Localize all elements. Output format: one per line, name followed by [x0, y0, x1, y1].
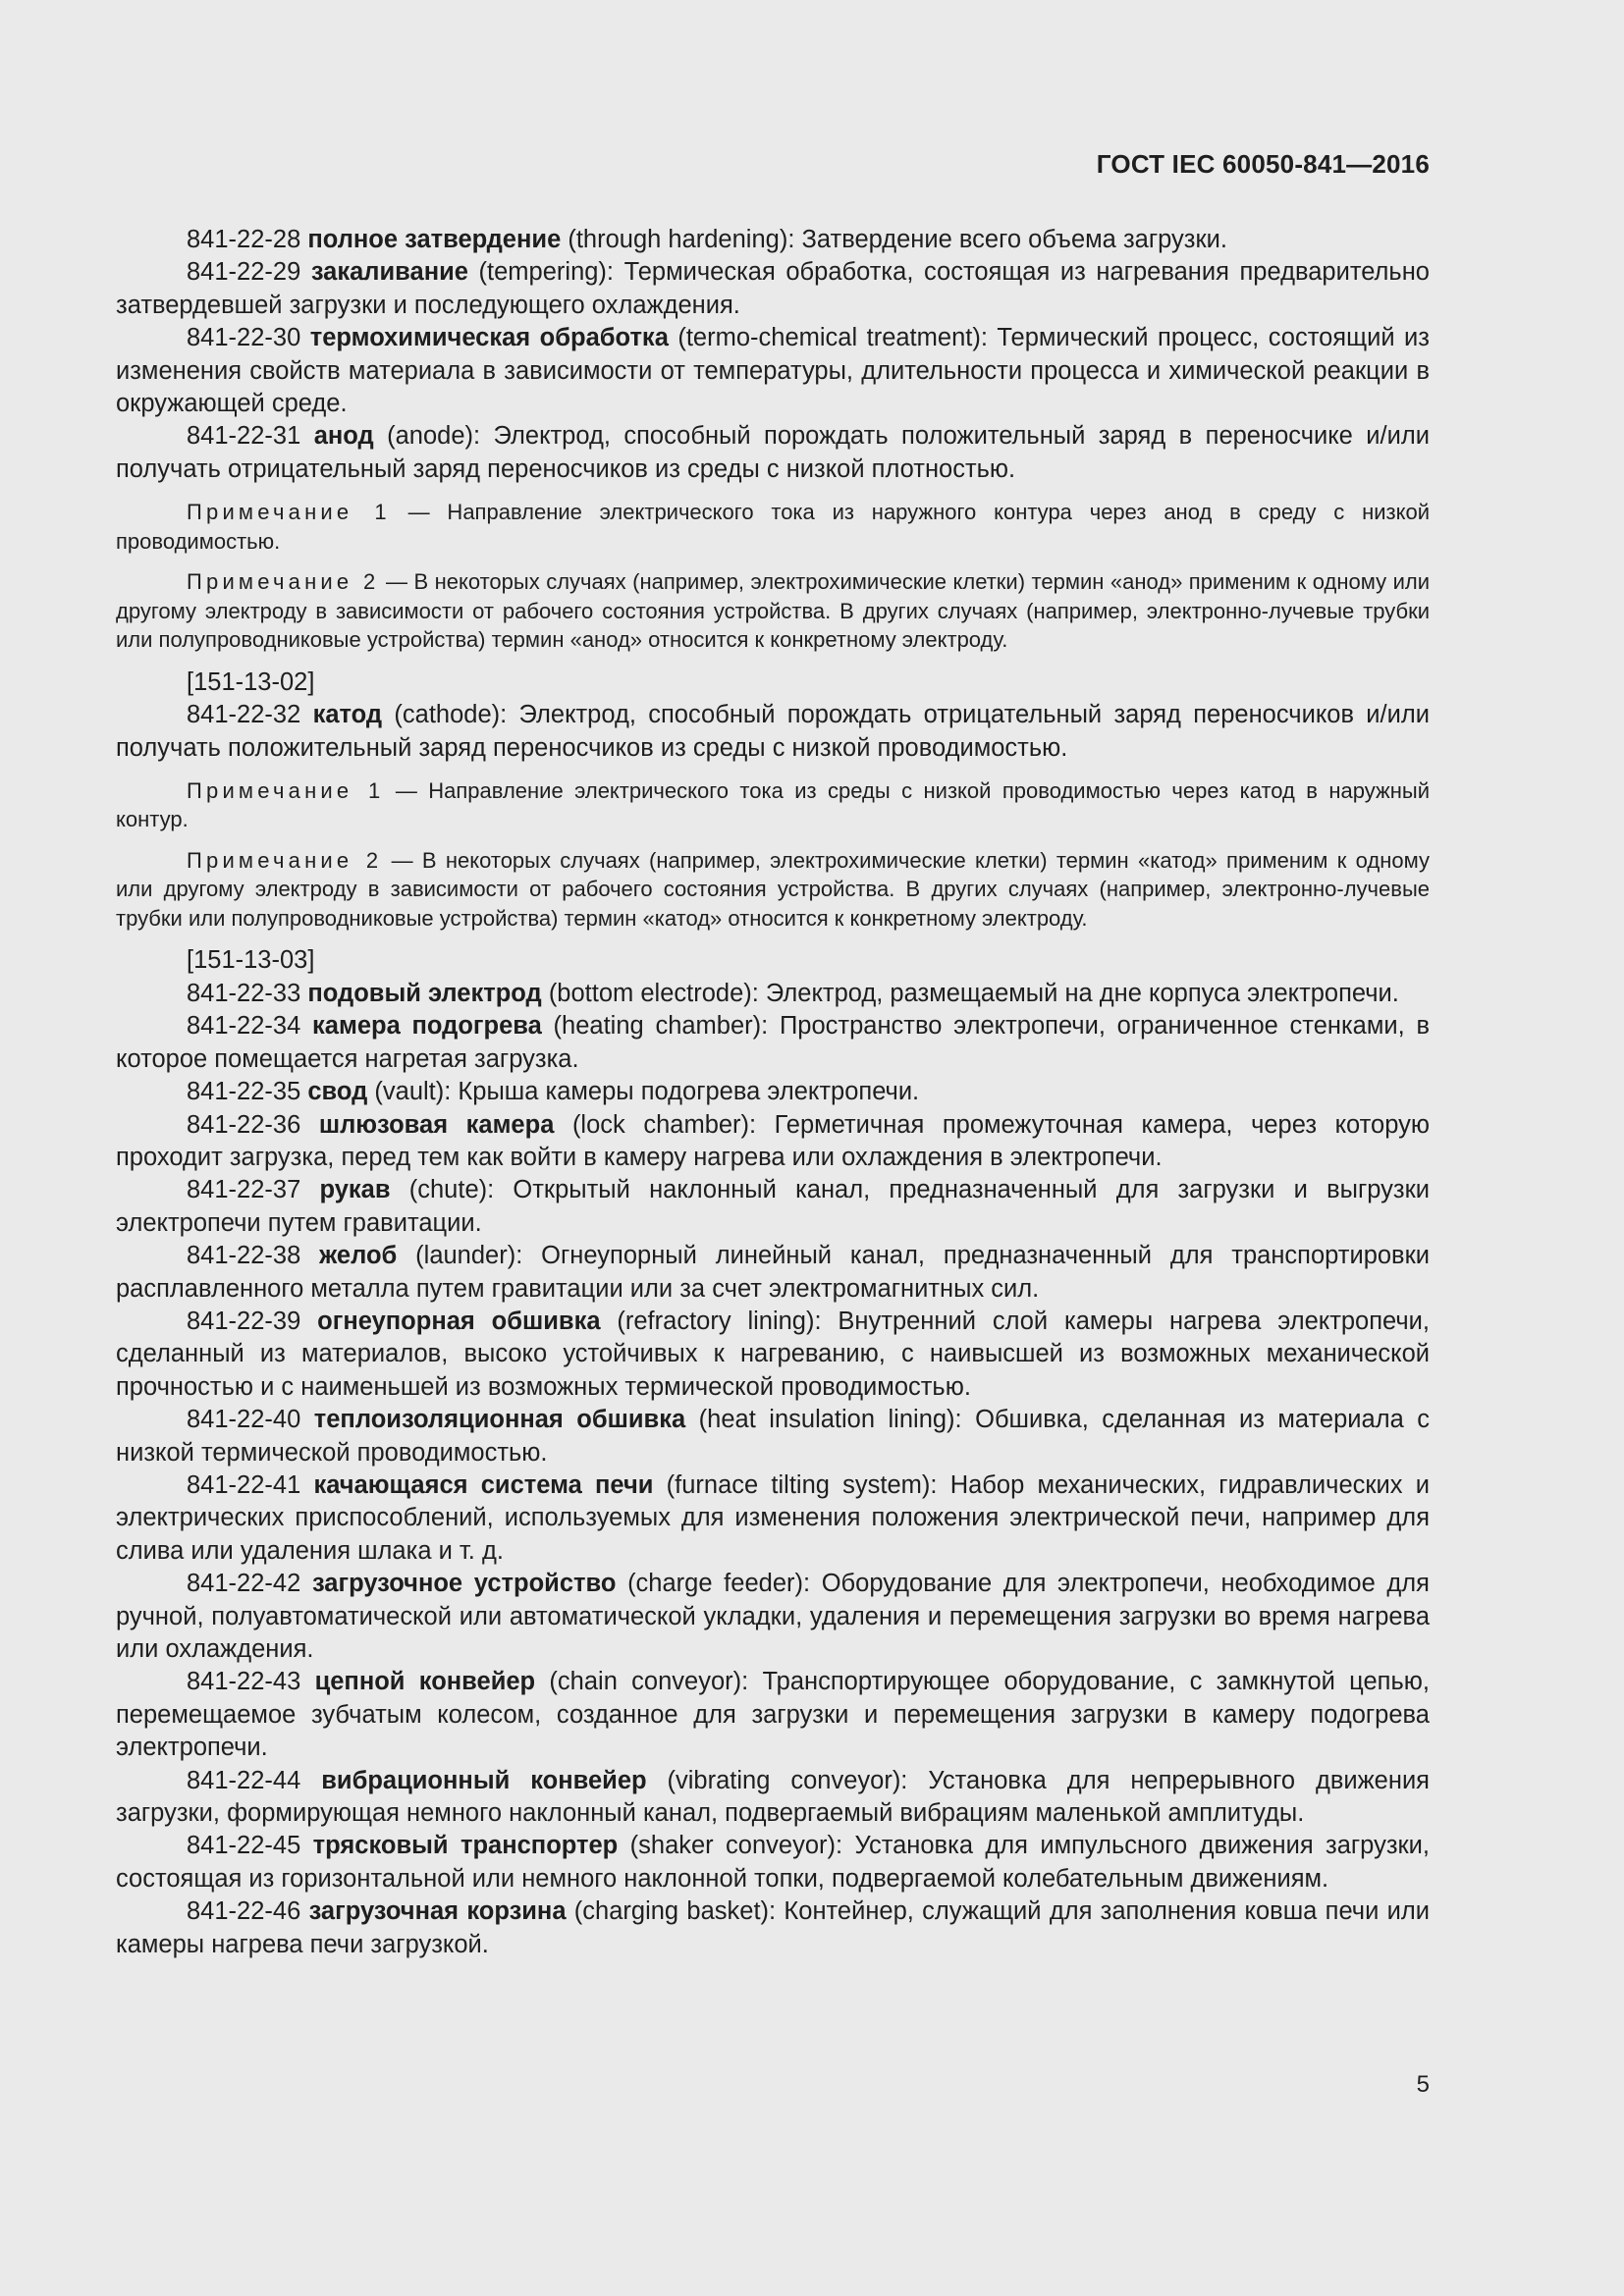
- entry-term: вибрационный конвейер: [321, 1766, 647, 1794]
- entry-term: огнеупорная обшивка: [317, 1307, 601, 1335]
- term-entry-46: [116, 1896, 1430, 1961]
- entry-number: 841-22-43: [187, 1668, 301, 1696]
- entry-term: желоб: [319, 1242, 398, 1270]
- entry-term: свод: [307, 1078, 368, 1106]
- term-entry-35: [116, 1076, 1430, 1108]
- term-entry-45: [116, 1830, 1430, 1896]
- entry-term: качающаяся система печи: [313, 1470, 654, 1499]
- reference-cathode: [151-13-03]: [187, 946, 315, 975]
- term-entry-38: [116, 1240, 1430, 1306]
- term-entry-39: [116, 1306, 1430, 1404]
- entry-definition: (vault): Крыша камеры подогрева электропечи.: [367, 1078, 920, 1106]
- entry-definition: (tempering): Термическая обработка, состоящая из нагревания предварительно затвердевшей загрузки и последующего охлаждения.: [116, 258, 1430, 319]
- term-entry-42: [116, 1568, 1430, 1666]
- entry-term: термохимическая обработка: [309, 324, 669, 352]
- term-entry-40: [116, 1404, 1430, 1469]
- entry-number: 841-22-45: [187, 1832, 301, 1860]
- entry-definition: (bottom electrode): Электрод, размещаемый на дне корпуса электропечи.: [541, 979, 1399, 1007]
- entry-term: шлюзовая камера: [318, 1110, 555, 1139]
- entry-number: 841-22-35: [187, 1078, 301, 1106]
- entry-number: 841-22-30: [187, 324, 301, 352]
- entry-definition: (vibrating conveyor): Установка для непрерывного движения загрузки, формирующая немного наклонный канал, подвергаемый вибрациям маленькой амплитуды.: [116, 1766, 1430, 1828]
- entry-term: камера подогрева: [312, 1012, 542, 1041]
- term-entry-44: [116, 1765, 1430, 1831]
- entry-definition: (termo-chemical treatment): Термический процесс, состоящий из изменения свойств материала в зависимости от температуры, длительности процесса и химической реакции в окружающей среде.: [116, 324, 1430, 418]
- entry-number: 841-22-38: [187, 1242, 301, 1270]
- entry-definition: (charge feeder): Оборудование для электропечи, необходимое для ручной, полуавтоматической или автоматической укладки, удаления и перемещения загрузки во время нагрева или охлаждения.: [116, 1570, 1430, 1663]
- entry-number: 841-22-44: [187, 1766, 301, 1794]
- term-entry-43: [116, 1666, 1430, 1764]
- entry-definition: (charging basket): Контейнер, служащий для заполнения ковша печи или камеры нагрева печи загрузкой.: [116, 1897, 1430, 1958]
- entry-number: 841-22-41: [187, 1470, 301, 1499]
- term-entry-41: [116, 1469, 1430, 1568]
- note-label: Примечание 1: [187, 777, 385, 803]
- entry-definition: (through hardening): Затвердение всего объема загрузки.: [561, 226, 1227, 253]
- note-text: — Направление электрического тока из наружного контура через анод в среду с низкой проводимостью.: [116, 500, 1430, 554]
- entry-term: загрузочное устройство: [311, 1570, 617, 1598]
- document-body: [116, 224, 1430, 1961]
- term-entry-31: [116, 420, 1430, 486]
- entry-definition: (chain conveyor): Транспортирующее оборудование, с замкнутой цепью, перемещаемое зубчатым колесом, созданное для загрузки и перемещения загрузки в камеру подогрева электропечи.: [116, 1668, 1430, 1762]
- entry-number: 841-22-29: [187, 258, 301, 287]
- entry-definition: (shaker conveyor): Установка для импульсного движения загрузки, состоящая из горизонтальной или немного наклонной топки, подвергаемой колебательным движениям.: [116, 1832, 1430, 1893]
- entry-term: полное затвердение: [307, 226, 562, 253]
- note-cathode-2: [116, 846, 1430, 934]
- term-entry-33: [116, 978, 1430, 1010]
- entry-number: 841-22-36: [187, 1110, 301, 1139]
- term-entry-36: [116, 1109, 1430, 1175]
- note-anode-2: [116, 567, 1430, 655]
- entry-definition: (furnace tilting system): Набор механических, гидравлических и электрических приспособлений, используемых для изменения положения электрической печи, например для слива или удаления шлака и т. д.: [116, 1470, 1430, 1565]
- term-entry-29: [116, 256, 1430, 322]
- entry-number: 841-22-34: [187, 1012, 301, 1041]
- entry-definition: (launder): Огнеупорный линейный канал, предназначенный для транспортировки расплавленного металла путем гравитации или за счет электромагнитных сил.: [116, 1242, 1431, 1303]
- note-label: Примечание 1: [187, 500, 391, 525]
- term-entry-32: [116, 699, 1430, 765]
- term-entry-34: [116, 1010, 1430, 1076]
- entry-definition: (refractory lining): Внутренний слой камеры нагрева электропечи, сделанный из материалов, высоко устойчивых к нагреванию, с наивысшей из возможных механической прочностью и с наименьшей из возможных термической проводимостью.: [116, 1307, 1430, 1401]
- document-header: ГОСТ IEC 60050-841—2016: [1096, 149, 1430, 179]
- entry-term: трясковый транспортер: [312, 1832, 619, 1860]
- page-number: 5: [1416, 2071, 1430, 2098]
- entry-definition: (heating chamber): Пространство электропечи, ограниченное стенками, в которое помещается нагретая загрузка.: [116, 1012, 1431, 1073]
- entry-definition: (chute): Открытый наклонный канал, предназначенный для загрузки и выгрузки электропечи путем гравитации.: [116, 1176, 1430, 1237]
- entry-number: 841-22-40: [187, 1406, 301, 1434]
- entry-term: цепной конвейер: [314, 1668, 536, 1696]
- entry-number: 841-22-33: [187, 979, 301, 1007]
- term-entry-28: [116, 224, 1430, 256]
- entry-number: 841-22-39: [187, 1307, 301, 1335]
- entry-definition: (lock chamber): Герметичная промежуточная камера, через которую проходит загрузка, перед тем как войти в камеру нагрева или охлаждения в электропечи.: [116, 1110, 1430, 1171]
- entry-term: загрузочная корзина: [308, 1897, 567, 1926]
- reference-anode: [151-13-02]: [187, 667, 315, 696]
- entry-term: теплоизоляционная обшивка: [313, 1406, 686, 1434]
- entry-number: 841-22-31: [187, 422, 301, 451]
- note-text: — В некоторых случаях (например, электрохимические клетки) термин «анод» применим к одному или другому электроду в зависимости от рабочего состояния устройства. В других случаях (например, электронно-лучевые трубки или полупроводниковые устройства) термин «анод» относится к конкретному электроду.: [116, 569, 1430, 653]
- entry-number: 841-22-42: [187, 1570, 301, 1598]
- entry-number: 841-22-32: [187, 701, 301, 729]
- entry-number: 841-22-46: [187, 1897, 301, 1926]
- entry-term: рукав: [319, 1176, 391, 1204]
- note-text: — В некоторых случаях (например, электрохимические клетки) термин «катод» применим к одному или другому электроду в зависимости от рабочего состояния устройства. В других случаях (например, электронно-лучевые трубки или полупроводниковые устройства) термин «катод» относится к конкретному электроду.: [116, 847, 1430, 931]
- entry-term: катод: [312, 701, 383, 729]
- note-cathode-1: [116, 776, 1430, 834]
- term-entry-37: [116, 1174, 1430, 1240]
- entry-definition: (anode): Электрод, способный порождать положительный заряд в переносчике и/или получать отрицательный заряд переносчиков из среды с низкой плотностью.: [116, 422, 1430, 483]
- note-label: Примечание 2: [187, 847, 383, 873]
- note-label: Примечание 2: [187, 569, 380, 595]
- note-anode-1: [116, 498, 1430, 556]
- entry-term: закаливание: [310, 258, 468, 287]
- entry-number: 841-22-37: [187, 1176, 301, 1204]
- entry-definition: (heat insulation lining): Обшивка, сделанная из материала с низкой термической проводимостью.: [116, 1406, 1431, 1467]
- entry-term: подовый электрод: [307, 979, 542, 1007]
- entry-definition: (cathode): Электрод, способный порождать отрицательный заряд переносчиков и/или получать положительный заряд переносчиков из среды с низкой проводимостью.: [116, 701, 1430, 762]
- note-text: — Направление электрического тока из среды с низкой проводимостью через катод в наружный контур.: [116, 777, 1430, 832]
- term-entry-30: [116, 322, 1430, 420]
- entry-term: анод: [313, 422, 374, 451]
- entry-number: 841-22-28: [187, 226, 301, 253]
